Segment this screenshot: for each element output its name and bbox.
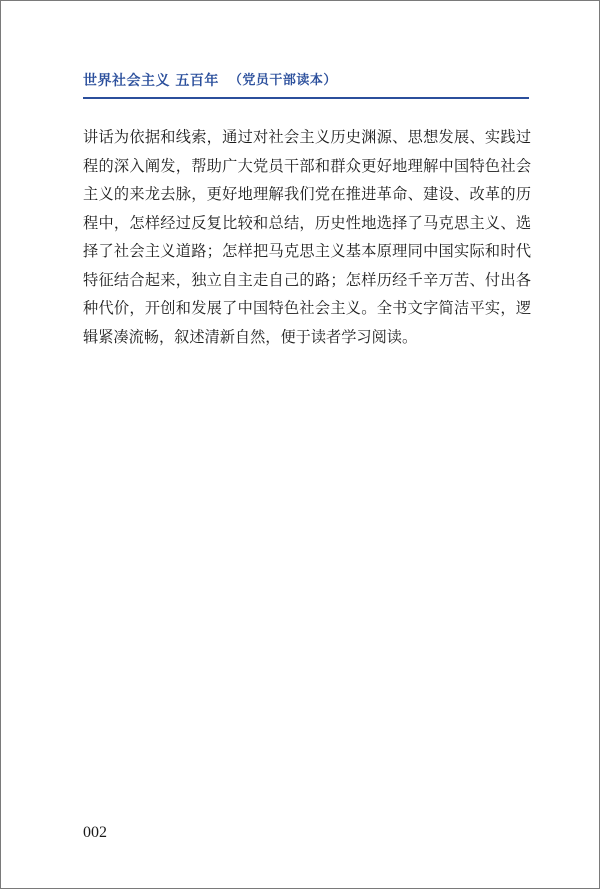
book-subtitle: （党员干部读本） [228,73,337,88]
body-paragraph: 讲话为依据和线索，通过对社会主义历史渊源、思想发展、实践过程的深入阐发，帮助广大党员干部和群众更好地理解中国特色社会主义的来龙去脉，更好地理解我们党在推进革命、建设、改革的历程中，怎样经过反复比较和总结，历史性地选择了马克思主义、选择了社会主义道路；怎样把马克思主义基本原理同中国实际和时代特征结合起来，独立自主走自己的路；怎样历经千辛万苦、付出各种代价，开创和发展了中国特色社会主义。全书文字简洁平实，逻辑紧凑流畅，叙述清新自然，便于读者学习阅读。 [83,128,531,346]
running-header [83,71,529,99]
page-number: 002 [83,824,107,841]
book-title: 世界社会主义 五百年 [83,73,219,89]
